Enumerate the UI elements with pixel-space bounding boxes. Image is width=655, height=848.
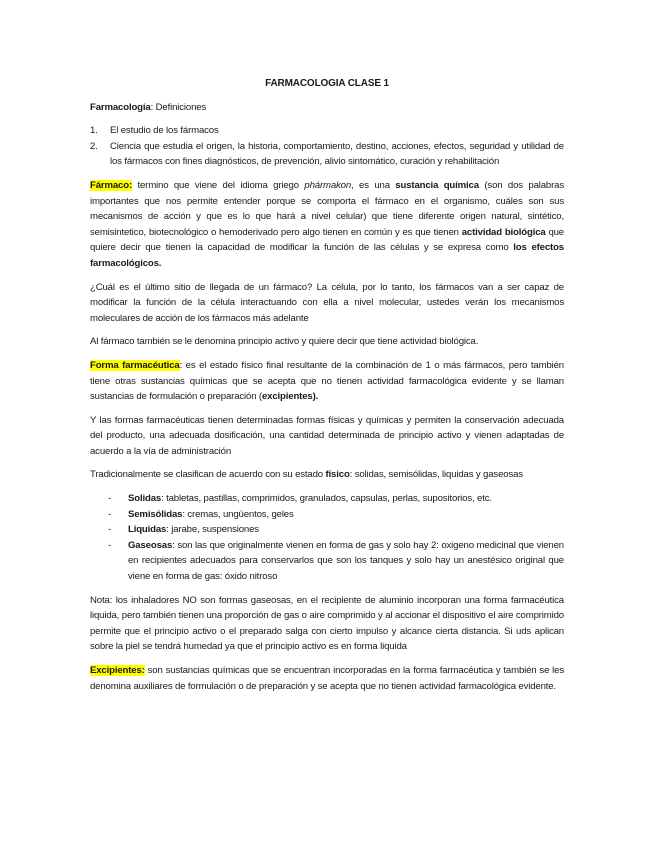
heading-label: Farmacología (90, 101, 151, 113)
paragraph-principio-activo: Al fármaco también se le denomina principio activo y quiere decir que tiene actividad biológica. (90, 336, 479, 348)
list-item-text: : son las que originalmente vienen en forma de gas y solo hay 2: oxigeno medicinal que vienen en recipientes adecuados para conservarlos que son los tanques y solo hay un anestésico original que viene en forma de gas: óxido nitroso (128, 539, 564, 583)
text-run-bold: ). (312, 391, 319, 403)
text-run-bold: excipientes (261, 391, 313, 403)
heading-rest: : Definiciones (150, 101, 207, 113)
document-title: FARMACOLOGIA CLASE 1 (265, 78, 389, 89)
list-item-label: Liquidas (128, 524, 167, 536)
paragraph-forma-farmaceutica (90, 358, 564, 405)
term-forma-farmaceutica: Forma farmacéutica (90, 359, 180, 371)
term-farmaco: Fármaco: (90, 179, 132, 191)
paragraph-celula: ¿Cuál es el último sitio de llegada de un fármaco? La célula, por lo tanto, los fármacos van a ser capaz de modificar la función de la célula interactuando con ella a nivel molecular, ustedes verán los mecanismos moleculares de acción de los fármacos más adelante (90, 281, 564, 324)
paragraph-farmaco (90, 178, 564, 272)
text-run: Tradicionalmente se clasifican de acuerdo con su estado (90, 469, 326, 481)
list-item-text: : cremas, ungüentos, geles (182, 508, 294, 520)
paragraph-formas: Y las formas farmacéuticas tienen determinadas formas físicas y químicas y permiten la conservación adecuada del producto, una adecuada dosificación, una cantidad determinada de principio activo y vienen adaptadas de acuerdo a la vía de administración (90, 414, 564, 457)
text-run: que quiere decir que tienen la capacidad de modificar la función de las células y se expresa como (90, 226, 564, 254)
list-item-number: 1. (90, 125, 98, 137)
list-item (108, 491, 564, 507)
list-item (90, 139, 564, 170)
dash-bullet: - (108, 493, 112, 505)
text-run: : es el estado físico final resultante de la combinación de 1 o más fármacos, pero también tiene otras sustancias químicas que se acepta que no tienen actividad farmacológica evidente y se llaman sustancias de formulación o preparación ( (90, 359, 564, 403)
dash-bullet: - (108, 539, 112, 551)
term-excipientes: Excipientes: (90, 665, 145, 676)
text-run: son sustancias químicas que se encuentran incorporadas en la forma farmacéutica y también se les denomina auxiliares de formulación o de preparación y se acepta que no tienen actividad farmacológica evidente. (90, 665, 564, 692)
list-item (108, 538, 564, 585)
text-run: , es una (351, 179, 396, 191)
paragraph-clasificacion (90, 467, 564, 483)
dash-bullet: - (108, 508, 112, 520)
list-item (108, 522, 564, 538)
text-run-italic: phármakon (304, 179, 352, 191)
list-item-text: Ciencia que estudia el origen, la historia, comportamiento, destino, acciones, efectos, seguridad y utilidad de los fármacos con fines diagnósticos, de prevención, alivio sintomático, curación y rehabilitación (110, 140, 564, 168)
section-heading (90, 100, 564, 116)
list-item-text: : tabletas, pastillas, comprimidos, granulados, capsulas, perlas, supositorios, etc. (161, 493, 492, 505)
dash-bullet: - (108, 524, 112, 536)
text-run: : solidas, semisólidas, liquidas y gaseosas (349, 469, 523, 481)
text-run: (son dos palabras importantes que nos permite entender porque se comporta el fármaco en el organismo, cuáles son sus mecanismos de acción y que es lo que hará a nivel celular) que tiene diferente origen natural, sintético, semisintetico, biotecnológico o hemoderivado pero algo tienen en común y es que tienen (90, 179, 564, 238)
text-run-bold: sustancia química (395, 179, 479, 191)
document-body (90, 76, 564, 702)
text-run-bold: actividad biológica (461, 226, 546, 238)
list-item-label: Semisólidas (128, 508, 183, 520)
list-item-text: El estudio de los fármacos (110, 125, 219, 137)
list-item-label: Gaseosas (128, 539, 173, 551)
text-run-bold: físico (325, 469, 350, 481)
list-item-number: 2. (90, 140, 98, 152)
text-run: termino que viene del idioma griego (132, 179, 305, 191)
paragraph-excipientes (90, 663, 564, 694)
states-list (90, 491, 564, 585)
list-item (108, 507, 564, 523)
list-item-text: : jarabe, suspensiones (166, 524, 259, 536)
list-item (90, 123, 564, 139)
paragraph-nota: Nota: los inhaladores NO son formas gaseosas, en el recipiente de aluminio incorporan una forma farmacéutica liquida, pero también tienen una proporción de gas o aire comprimido y al accionar el dispositivo el aire comprimido permite que el principio activo o el preparado salga con cierto impulso y alcance cierta distancia. Si uds aplican sobre la piel se tendrá humedad ya que el principio activo es en forma liquida (90, 594, 564, 653)
list-item-label: Solidas (128, 493, 162, 505)
text-run-bold: los efectos farmacológicos. (90, 242, 564, 269)
definitions-list (90, 123, 564, 170)
